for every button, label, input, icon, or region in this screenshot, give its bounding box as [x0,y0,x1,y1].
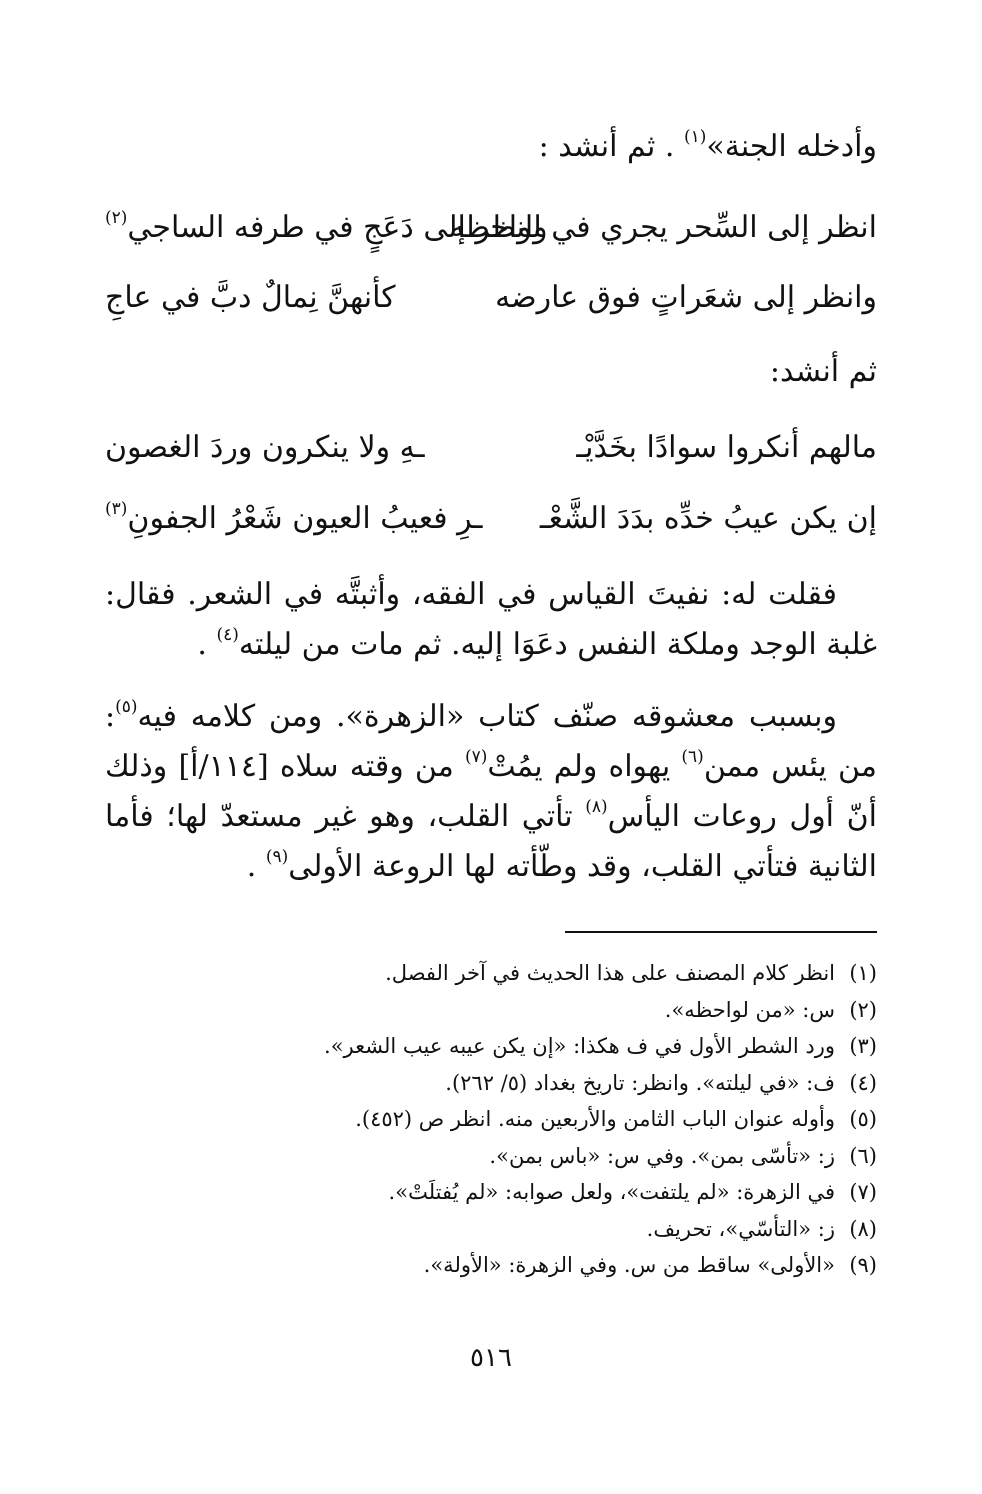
paragraph-text: من وقته سلاه [١١٤/أ] وذلك أنّ أول روعات اليأس [105,749,877,834]
footnote-number: (٧) [849,1180,877,1204]
footnote-item [105,955,877,992]
intro-text: وأدخله الجنة» [706,129,877,164]
verse-first-hemistich: مالهم أنكروا سوادًا بخَدَّيْـ [576,430,877,465]
footnote-text: ورد الشطر الأول في ف هكذا: «إن يكن عيبه عيب الشعر». [324,1034,835,1058]
footnote-text: س: «من لواحظه». [664,997,835,1022]
footnote-ref[interactable]: (٤) [216,625,239,645]
footnote-number: (٣) [849,1034,877,1058]
footnote-item [105,1138,877,1175]
footnote-item [105,1028,877,1065]
intro-text-after: . ثم أنشد : [538,129,684,164]
verse-line [105,273,877,323]
footnote-ref[interactable]: (٦) [681,747,704,767]
verse-line [105,423,877,473]
paragraph-text: وبسبب معشوقه صنّف كتاب «الزهرة». ومن كلامه فيه [137,699,837,734]
footnote-ref[interactable]: (٥) [115,697,138,717]
footnote-number: (١) [849,961,877,985]
paragraph [105,692,877,892]
page-number: ٥١٦ [470,1343,512,1373]
footnote-number: (٥) [849,1107,877,1131]
footnote-text: في الزهرة: «لم يلتفت»، ولعل صوابه: «لم يُفتلَتْ». [388,1180,835,1204]
verse-second-text: ـرِ فعيبُ العيون شَعْرُ الجفونِ [127,501,483,536]
footnote-number: (٤) [849,1070,877,1095]
verse-first-hemistich: وانظر إلى شعَراتٍ فوق عارضه [495,280,877,315]
footnote-number: (٢) [849,997,877,1022]
verse-second-hemistich [105,494,482,544]
footnote-item [105,1101,877,1138]
footnote-text: ف: «في ليلته». وانظر: تاريخ بغداد (٥/ ٢٦٢). [445,1070,835,1095]
verse-second-hemistich [105,203,548,253]
verse-first-hemistich: إن يكن عيبُ خدِّه بدَدَ الشَّعْـ [539,501,877,536]
footnote-text: وأوله عنوان الباب الثامن والأربعين منه. انظر ص (٤٥٢). [355,1107,835,1131]
verse-second-hemistich: كأنهنَّ نِمالٌ دبَّ في عاجِ [105,280,396,315]
footnote-item [105,1065,877,1102]
verse-second-text: وانظر إلى دَعَجٍ في طرفه الساجي [127,210,548,245]
footnote-text: انظر كلام المصنف على هذا الحديث في آخر الفصل. [385,961,835,985]
verse-line [105,203,877,253]
footnote-item [105,992,877,1029]
footnote-number: (٦) [849,1143,877,1168]
paragraph-text: : من يئس ممن [105,699,877,784]
footnote-ref[interactable]: (٨) [585,797,608,817]
footnote-number: (٩) [849,1253,877,1277]
footnote-text: ز: «تأسّى بمن». وفي س: «باس بمن». [489,1143,835,1168]
footnote-ref[interactable]: (١) [683,127,707,147]
verse-line [105,494,877,544]
footnote-separator [565,931,877,933]
footnote-ref[interactable]: (٢) [105,208,128,228]
paragraph-text: . [197,627,217,662]
verse-first-hemistich: انظر إلى السِّحر يجري في لواحظه [449,210,877,245]
footnote-ref[interactable]: (٧) [464,747,488,767]
footnote-item [105,1247,877,1284]
recital-line: ثم أنشد: [769,354,877,389]
paragraph-text: . [246,849,266,884]
footnote-number: (٨) [849,1216,877,1241]
paragraph [105,570,877,670]
intro-line [110,125,877,169]
paragraph-text: فقلت له: نفيتَ القياس في الفقه، وأثبتَّه في الشعر. فقال: غلبة الوجد وملكة النفس دعَوَا إليه. ثم مات من ليلته [105,577,877,662]
footnote-text: ز: «التأسّي»، تحريف. [646,1216,835,1241]
verse-second-hemistich: ـهِ ولا ينكرون وردَ الغصون [105,430,425,465]
footnotes-list [105,955,877,1284]
footnote-ref[interactable]: (٩) [265,847,289,867]
paragraph-text: تأتي القلب، وهو غير مستعدّ لها؛ فأما الثانية فتأتي القلب، وقد وطّأته لها الروعة الأولى [105,799,877,884]
footnote-ref[interactable]: (٣) [105,499,128,519]
footnote-item [105,1174,877,1211]
footnote-text: «الأولى» ساقط من س. وفي الزهرة: «الأولة». [423,1253,835,1277]
paragraph-text: يهواه ولم يمُتْ [487,749,682,784]
footnote-item [105,1211,877,1248]
